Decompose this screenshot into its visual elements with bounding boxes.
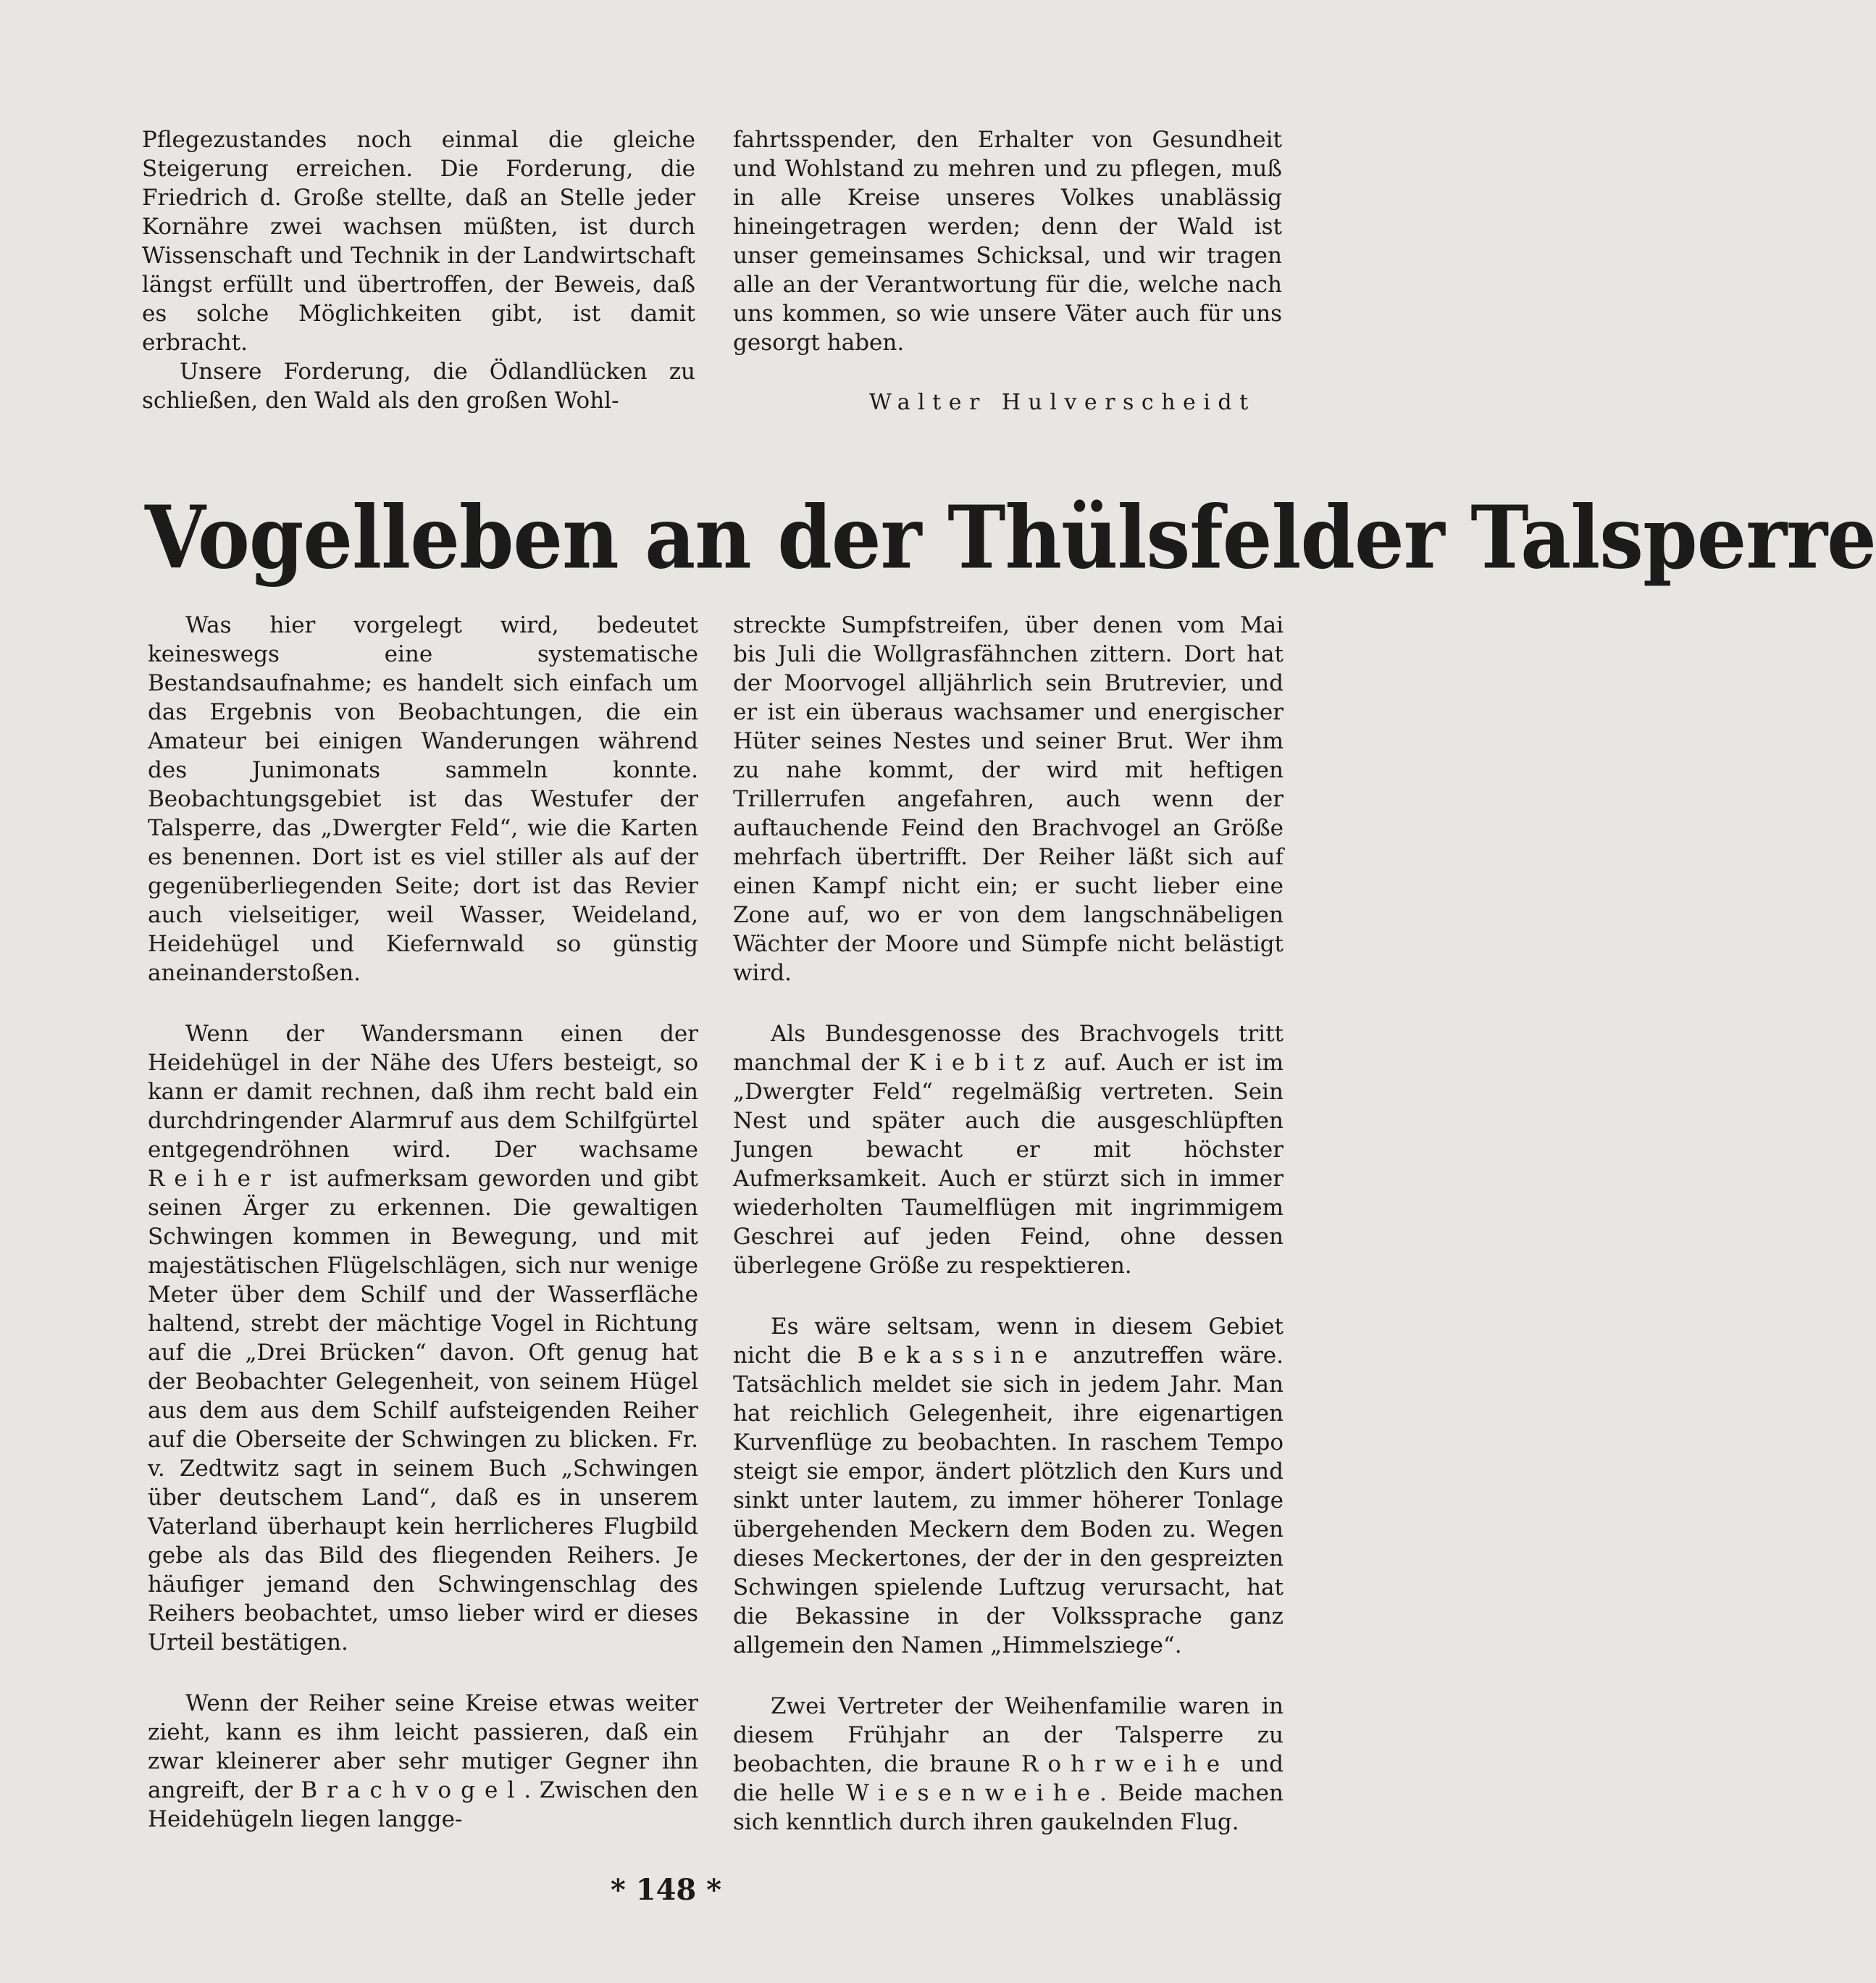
author-signature: Walter Hulverscheidt bbox=[869, 390, 1256, 415]
text-run: Zwei Vertreter der Weihenfamilie waren in diesem Frühjahr an der Talsperre zu beobachten, die braune bbox=[733, 1693, 1284, 1777]
article-right-column bbox=[733, 611, 1284, 1837]
paragraph bbox=[733, 1692, 1284, 1837]
paragraph bbox=[733, 1019, 1284, 1280]
text-run: Als Bundesgenosse des Brachvogels tritt manchmal der bbox=[733, 1021, 1284, 1076]
paragraph bbox=[733, 1312, 1284, 1660]
article-left-column bbox=[148, 611, 698, 1834]
spaced-term: Bekassine bbox=[857, 1343, 1058, 1369]
paragraph bbox=[148, 1689, 698, 1834]
previous-article-right-column bbox=[733, 125, 1282, 357]
text-run: . Zwischen den Heidehügeln liegen langge- bbox=[148, 1777, 698, 1832]
text-run: auf. Auch er ist im „Dwergter Feld“ regelmäßig vertreten. Sein Nest und später auch die ausgeschlüpften Jungen bewacht er mit höchster Aufmerksamkeit. Auch er stürzt sich in immer wiederholten Taumelflügen mit ingrimmigem Geschrei auf jeden Feind, ohne dessen überlegene Größe zu respektieren. bbox=[733, 1050, 1284, 1279]
text-run: und die helle bbox=[733, 1751, 1284, 1806]
spaced-term: Reiher bbox=[148, 1166, 280, 1192]
text-run: anzutreffen wäre. Tatsächlich meldet sie sich in jedem Jahr. Man hat reichlich Gelegenheit, ihre eigenartigen Kurvenflüge zu beobachten. In raschem Tempo steigt sie empor, ändert plötzlich den Kurs und sinkt unter lautem, zu immer höherer Tonlage übergehenden Meckern dem Boden zu. Wegen dieses Meckertones, der der in den gespreizten Schwingen spielende Luftzug verursacht, hat die Bekassine in der Volkssprache ganz allgemein den Namen „Himmelsziege“. bbox=[733, 1343, 1284, 1658]
paragraph: streckte Sumpfstreifen, über denen vom Mai bis Juli die Wollgrasfähnchen zittern. Dort hat der Moorvogel alljährlich sein Brutrevier, und er ist ein überaus wachsamer und energischer Hüter seines Nestes und seiner Brut. Wer ihm zu nahe kommt, der wird mit heftigen Trillerrufen angefahren, auch wenn der auftauchende Feind den Brachvogel an Größe mehrfach übertrifft. Der Reiher läßt sich auf einen Kampf nicht ein; er sucht lieber eine Zone auf, wo er von dem langschnäbeligen Wächter der Moore und Sümpfe nicht belästigt wird. bbox=[733, 612, 1284, 986]
text-run: Wenn der Wandersmann einen der Heidehügel in der Nähe des Ufers besteigt, so kann er damit rechnen, daß ihm recht bald ein durchdringender Alarmruf aus dem Schilfgürtel entgegendröhnen wird. Der wachsame bbox=[148, 1021, 698, 1163]
paragraph: Pflegezustandes noch einmal die gleiche Steigerung erreichen. Die Forderung, die Friedrich d. Große stellte, daß an Stelle jeder Kornähre zwei wachsen müßten, ist durch Wissenschaft und Technik in der Landwirtschaft längst erfüllt und übertroffen, der Beweis, daß es solche Möglichkeiten gibt, ist damit erbracht. bbox=[142, 127, 695, 356]
text-run: . Beide machen sich kenntlich durch ihren gaukelnden Flug. bbox=[733, 1780, 1284, 1835]
text-run: Wenn der Reiher seine Kreise etwas weiter zieht, kann es ihm leicht passieren, daß ein zwar kleinerer aber sehr mutiger Gegner ihn angreift, der bbox=[148, 1690, 698, 1803]
paragraph: fahrtsspender, den Erhalter von Gesundheit und Wohlstand zu mehren und zu pflegen, muß in alle Kreise unseres Volkes unablässig hineingetragen werden; denn der Wald ist unser gemeinsames Schicksal, und wir tragen alle an der Verantwortung für die, welche nach uns kommen, so wie unsere Väter auch für uns gesorgt haben. bbox=[733, 127, 1282, 356]
article-title: Vogelleben an der Thülsfelder Talsperre bbox=[145, 488, 1876, 589]
spaced-term: Brachvogel bbox=[301, 1777, 524, 1803]
spaced-term: Rohrweihe bbox=[1021, 1751, 1230, 1777]
text-run: Es wäre seltsam, wenn in diesem Gebiet nicht die bbox=[733, 1314, 1284, 1369]
text-run: ist aufmerksam geworden und gibt seinen Ärger zu erkennen. Die gewaltigen Schwingen kommen in Bewegung, und mit majestätischen Flügelschlägen, sich nur wenige Meter über dem Schilf und der Wasserfläche haltend, strebt der mächtige Vogel in Richtung auf die „Drei Brücken“ davon. Oft genug hat der Beobachter Gelegenheit, von seinem Hügel aus dem aus dem Schilf aufsteigenden Reiher auf die Oberseite der Schwingen zu blicken. Fr. v. Zedtwitz sagt in seinem Buch „Schwingen über deutschem Land“, daß es in unserem Vaterland überhaupt kein herrlicheres Flugbild gebe als das Bild des fliegenden Reihers. Je häufiger jemand den Schwingenschlag des Reihers beobachtet, umso lieber wird er dieses Urteil bestätigen. bbox=[148, 1166, 698, 1656]
paragraph: Was hier vorgelegt wird, bedeutet keineswegs eine systematische Bestandsaufnahme; es handelt sich einfach um das Ergebnis von Beobachtungen, die ein Amateur bei einigen Wanderungen während des Junimonats sammeln konnte. Beobachtungsgebiet ist das Westufer der Talsperre, das „Dwergter Feld“, wie die Karten es benennen. Dort ist es viel stiller als auf der gegenüberliegenden Seite; dort ist das Revier auch vielseitiger, weil Wasser, Weideland, Heidehügel und Kiefernwald so günstig aneinanderstoßen. bbox=[148, 612, 698, 986]
previous-article-left-column bbox=[142, 125, 695, 415]
paragraph: Unsere Forderung, die Ödlandlücken zu schließen, den Wald als den großen Wohl- bbox=[142, 359, 695, 414]
spaced-term: Wiesenweihe bbox=[845, 1780, 1100, 1806]
page-number: * 148 * bbox=[610, 1873, 722, 1907]
spaced-term: Kiebitz bbox=[908, 1050, 1055, 1076]
paragraph bbox=[148, 1019, 698, 1657]
